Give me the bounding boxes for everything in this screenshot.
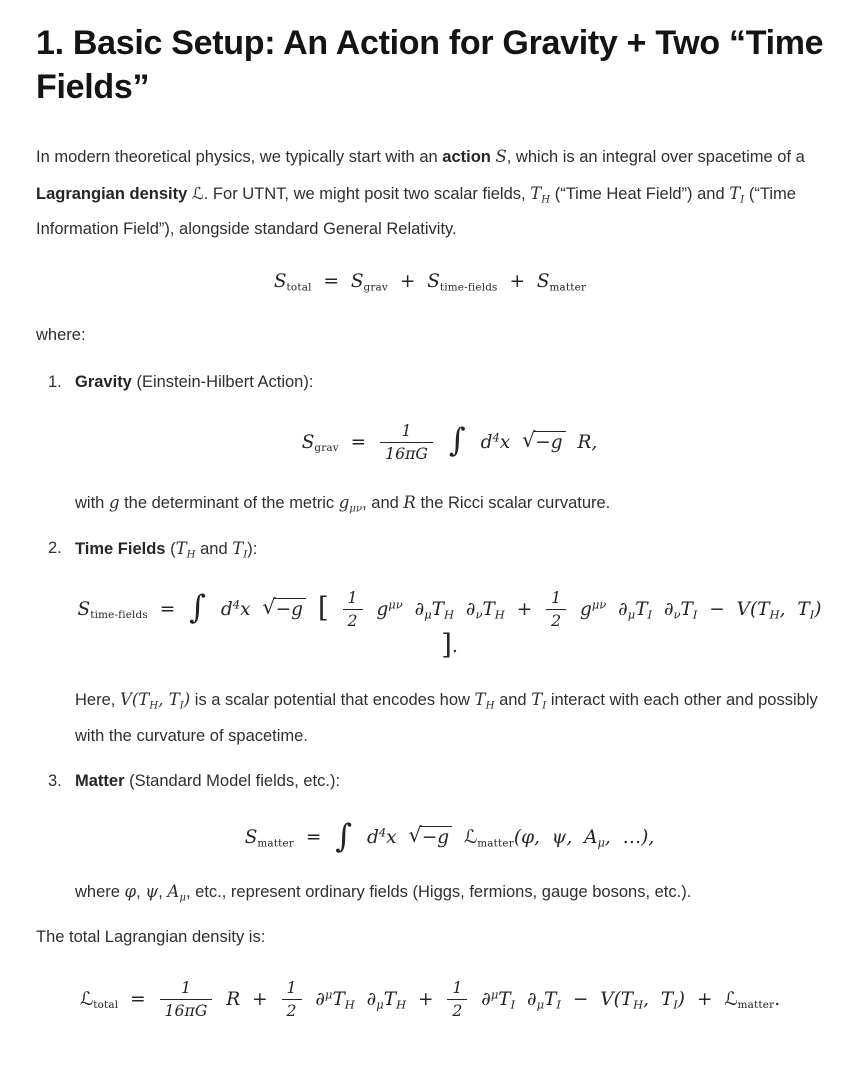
numbered-list xyxy=(48,365,824,910)
intro-paragraph: In modern theoretical physics, we typically start with an action S, which is an integral over spacetime of a Lagrangian density ℒ. For UTNT, we might posit two scalar fields, $T_H$ (“Time Heat Field”) and $T_I$ (“Time Information Field”), alongside standard General Relativity. xyxy=(36,147,805,238)
list-item-label: Matter (Standard Model fields, etc.): xyxy=(75,771,341,790)
equation-time-fields: $S_{time-fields}$ = ∫ $d^4x$ √−g [ $\frac{1}{2}$ $g^{\mu\nu}$ $\partial_\mu T_H$ $\partial_\nu T_H$ + $\frac{1}{2}$ $g^{\mu\nu}$ $\partial_\mu T_I$ $\partial_\nu T_I - V(T_H$, $T_I$) ]. xyxy=(77,587,822,661)
list-item-note: Here, $V(T_H$, $T_I$) is a scalar potential that encodes how $T_H$ and $T_I$ interact with each other and possibly with the curvature of spacetime. xyxy=(75,690,818,745)
where-label: where: xyxy=(36,325,86,344)
outro-paragraph: The total Lagrangian density is: xyxy=(36,928,266,947)
list-item-content xyxy=(75,764,824,910)
list-item-note: where φ, ψ, $A_\mu$, etc., represent ordinary fields (Higgs, fermions, gauge bosons, etc.). xyxy=(75,881,692,904)
list-item-label: Time Fields ($T_H$ and $T_I$): xyxy=(75,539,258,561)
list-number: 1. xyxy=(48,373,62,392)
list-item-content xyxy=(75,531,824,754)
list-item-time-fields xyxy=(48,531,824,754)
list-item-matter xyxy=(48,764,824,910)
list-number: 3. xyxy=(48,771,62,790)
list-item-gravity xyxy=(48,365,824,521)
list-item-label: Gravity (Einstein-Hilbert Action): xyxy=(75,373,314,392)
list-item-content xyxy=(75,365,824,521)
equation-total-action: $S_{total} = S_{grav} + S_{time-fields} + S_{matter}$ xyxy=(273,271,587,294)
equation-total-lagrangian: ℒ$_{total}$ = $\frac{1}{16\pi G}$ R + $\frac{1}{2}$ $\partial^\mu T_H$ $\partial_\mu T_H$ + $\frac{1}{2}$ $\partial^\mu T_I$ $\partial_\mu T_I - V(T_H$, $T_I$) + ℒ$_{matter}$. xyxy=(79,977,781,1021)
list-item-note: with g the determinant of the metric $g_{\mu\nu}$, and R the Ricci scalar curvature. xyxy=(75,492,611,514)
page-title: 1. Basic Setup: An Action for Gravity + Two “Time Fields” xyxy=(36,24,824,106)
equation-matter: $S_{matter}$ = ∫ $d^4x$ √−g ℒ$_{matter}$(φ, ψ, $A_\mu$, …), xyxy=(244,816,655,855)
equation-gravity: $S_{grav}$ = $\frac{1}{16\pi G}$ ∫ $d^4x$ √−g R, xyxy=(301,420,598,464)
list-number: 2. xyxy=(48,539,62,558)
